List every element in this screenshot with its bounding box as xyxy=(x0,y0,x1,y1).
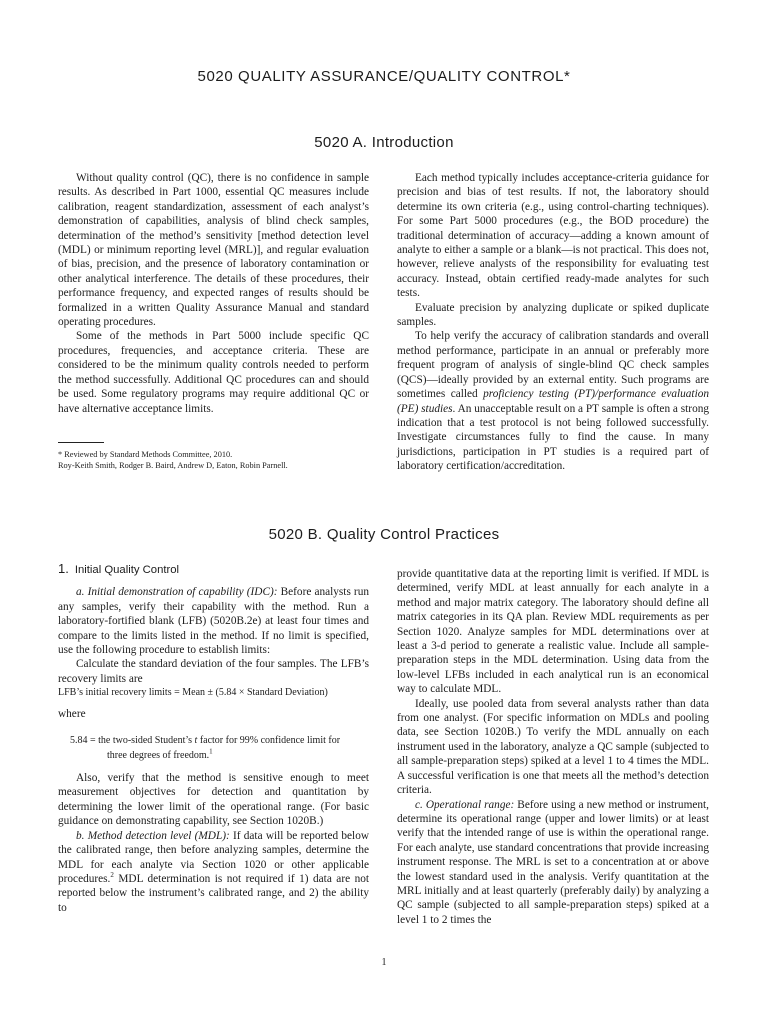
subsection-title: Initial Quality Control xyxy=(74,564,180,576)
subsection-number: 1. xyxy=(58,561,69,576)
intro-p5-text-a: To help verify the accuracy of calibration standards and overall method performance, participate in an annual or preferably more frequent program of analysis of single-blind QC check samples (QCS)—ideally provided by an external entity. Such programs are sometimes called xyxy=(397,330,709,401)
intro-right-column xyxy=(397,171,709,474)
footnote-divider xyxy=(58,442,104,443)
definition-text-b: factor for 99% confidence limit for xyxy=(197,735,341,747)
t-factor-definition xyxy=(58,733,369,763)
mdl-text-a: If data will be reported below the calibrated range, then before analyzing samples, determine the MDL for each analyte via Section 1020 or other applicable procedures. xyxy=(58,829,370,885)
document-title: 5020 QUALITY ASSURANCE/QUALITY CONTROL* xyxy=(197,68,571,85)
where-label: where xyxy=(58,707,86,720)
qc-right-column xyxy=(397,567,709,927)
idc-label: a. Initial demonstration of capability (IDC): xyxy=(76,586,278,599)
recovery-equation: LFB’s initial recovery limits = Mean ± (5.84 × Standard Deviation) xyxy=(58,687,328,699)
calc-paragraph: Calculate the standard deviation of the four samples. The LFB’s recovery limits are xyxy=(58,658,369,685)
footnote xyxy=(58,449,378,471)
mdl-paragraph xyxy=(58,829,369,915)
mdl-text-b: MDL determination is not required if 1) data are not reported below the instrument’s calibrated range, and 2) the ability to xyxy=(58,872,369,914)
intro-left-column xyxy=(58,171,369,416)
section-b-heading: 5020 B. Quality Control Practices xyxy=(268,526,500,543)
definition-cont-text: three degrees of freedom. xyxy=(107,750,210,762)
intro-p5-italic: proficiency testing (PT)/performance evaluation (PE) studies xyxy=(397,388,709,415)
pooled-data-paragraph: Ideally, use pooled data from several analysts rather than data from one analyst. (For specific information on MDLs and pooling data, see Section 1020B.) To verify the MDL annually on each instrument used in the laboratory, analyze a QC sample (subjected to all sample-preparation steps) spiked at a level 1 to 4 times the MDL. A successful verification is one that meets all the method’s detection criteria. xyxy=(397,697,709,797)
reference-2: 2 xyxy=(110,871,114,880)
idc-text: Before analysts run any samples, verify their capability with the method. Run a laboratory-fortified blank (LFB) (5020B.2e) at least four times and compare to the limits listed in the method. If no limit is specified, use the following procedure to establish limits: xyxy=(58,586,369,657)
mdl-label: b. Method detection level (MDL): xyxy=(76,829,230,842)
intro-paragraph-2: Some of the methods in Part 5000 include specific QC procedures, frequencies, and acceptance criteria. These are considered to be the minimum quality controls needed to perform the method successfully. Additional QC procedures can and should be used. Some regulatory programs may require additional QC or have alternative acceptance limits. xyxy=(58,330,369,415)
intro-paragraph-4: Evaluate precision by analyzing duplicate or spiked duplicate samples. xyxy=(397,301,709,329)
section-a-heading: 5020 A. Introduction xyxy=(314,134,454,151)
reference-1: 1 xyxy=(209,747,213,756)
qc-left-column xyxy=(58,562,369,915)
also-paragraph: Also, verify that the method is sensitive enough to meet measurement objectives for detection and quantitation by determining the lower limit of the operational range. (For basic guidance on demonstrating capability, see Section 1020B.) xyxy=(58,772,369,828)
operational-range-text: Before using a new method or instrument, determine its operational range (upper and lower limits) or at least verify that the intended range of use is within the operational range. For each analyte, use standard concentrations that provide increasing instrument response. The MRL is set to a concentration at or above the lowest standard used in the analysis. Verify quantitation at the MRL initially and at least quarterly (preferably daily) by analyzing a QC sample (subjected to all sample-preparation steps) spiked at a level 1 to 2 times the xyxy=(397,798,709,926)
footnote-line-2: Roy-Keith Smith, Rodger B. Baird, Andrew D, Eaton, Robin Parnell. xyxy=(58,461,288,470)
page-number: 1 xyxy=(381,957,387,968)
intro-paragraph-1: Without quality control (QC), there is no confidence in sample results. As described in Part 1000, essential QC measures include calibration, reagent standardization, assessment of each analyst’s demonstration of capabilities, analysis of blind check samples, determination of the method’s sensitivity [method detection level (MDL) or minimum reporting level (MRL)], and regular evaluation of bias, precision, and the presence of laboratory contamination or other analytical interference. The details of these procedures, their performance frequency, and expected ranges of results should be formalized in a written Quality Assurance Manual and standard operating procedures. xyxy=(58,172,369,329)
definition-text-a: 5.84 = the two-sided Student’s xyxy=(70,735,195,747)
operational-range-label: c. Operational range: xyxy=(415,798,515,811)
idc-paragraph xyxy=(58,585,369,657)
intro-paragraph-3: Each method typically includes acceptance-criteria guidance for precision and bias of test results. If not, the laboratory should determine its own criteria (e.g., using control-charting techniques). For some Part 5000 procedures (e.g., the BOD procedure) the traditional determination of accuracy—adding a known amount of analyte to either a sample or a blank—is not practical. This does not, however, relieve analysts of the responsibility for evaluating test accuracy. Instead, obtain certified ready-made analytes for such tests. xyxy=(397,172,709,300)
mdl-continuation-paragraph: provide quantitative data at the reporting limit is verified. If MDL is determined, verify MDL at least annually for each analyte in a method and major matrix category. The laboratory should define all matrix categories in its QA plan. Review MDL requirements as per Section 1020. Analyze samples for MDL determinations over at least a 3-d period to generate a realistic value. Include all sample-preparation steps in the MDL determination. Using data from the low-level LFBs included in each analytical run is an economical way to calculate MDL. xyxy=(397,568,709,696)
operational-range-paragraph xyxy=(397,798,709,928)
definition-t: t xyxy=(194,735,198,747)
intro-paragraph-5 xyxy=(397,329,709,473)
intro-p5-text-b: . An unacceptable result on a PT sample is often a strong indication that a test protocol is not being followed successfully. Investigate circumstances fully to find the cause. In many jurisdictions, participation in PT studies is a required part of laboratory certification/accreditation. xyxy=(397,402,710,473)
definition-continuation xyxy=(70,748,369,763)
subsection-heading xyxy=(58,562,369,577)
footnote-line-1: * Reviewed by Standard Methods Committee, 2010. xyxy=(58,450,233,459)
